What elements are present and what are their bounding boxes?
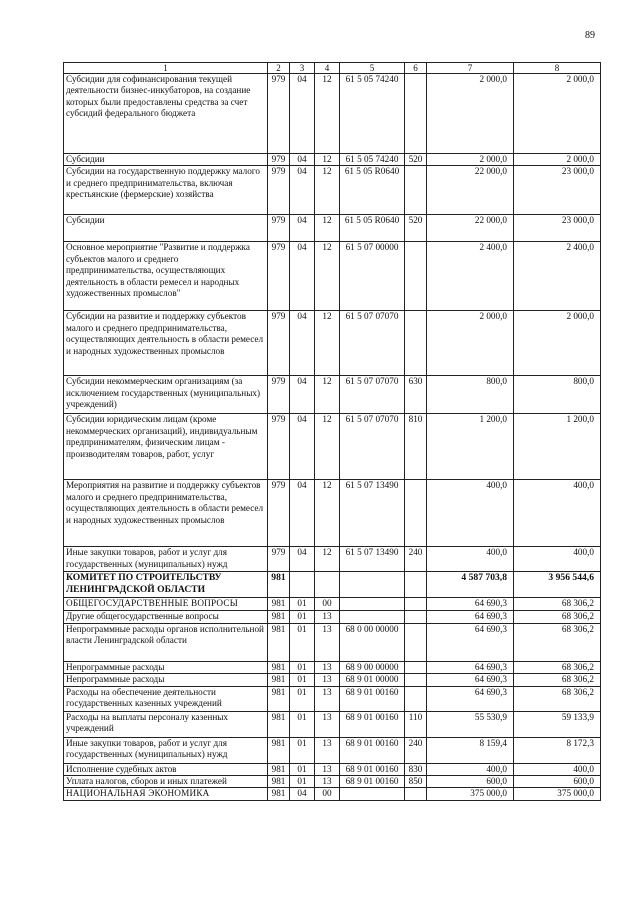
row-target-article: 61 5 05 74240 — [340, 154, 405, 166]
row-section: 04 — [290, 242, 315, 311]
row-amount-year2: 68 306,2 — [514, 623, 601, 661]
row-amount-year2: 68 306,2 — [514, 611, 601, 623]
row-target-article: 61 5 05 R0640 — [340, 166, 405, 215]
table-row — [64, 154, 601, 166]
row-expense-type — [405, 686, 427, 711]
row-expense-type — [405, 598, 427, 611]
row-section: 04 — [290, 311, 315, 376]
row-target-article: 68 9 01 00160 — [340, 763, 405, 775]
row-name: Субсидии для софинансирования текущей деятельности бизнес-инкубаторов, на создание которых были предоставлены средства за счет субсидий федерального бюджета — [64, 74, 268, 154]
row-amount-year2: 23 000,0 — [514, 215, 601, 242]
row-ministry-code: 979 — [268, 166, 290, 215]
row-subsection: 13 — [315, 686, 340, 711]
budget-table — [63, 62, 601, 801]
row-target-article — [340, 598, 405, 611]
row-expense-type — [405, 311, 427, 376]
table-row — [64, 242, 601, 311]
row-expense-type: 520 — [405, 154, 427, 166]
row-subsection: 13 — [315, 611, 340, 623]
row-ministry-code: 979 — [268, 414, 290, 480]
row-amount-year1: 400,0 — [427, 480, 514, 547]
row-amount-year1: 600,0 — [427, 776, 514, 788]
row-target-article: 68 9 01 00000 — [340, 674, 405, 686]
row-amount-year2: 68 306,2 — [514, 674, 601, 686]
row-name: Другие общегосударственные вопросы — [64, 611, 268, 623]
row-subsection — [315, 572, 340, 598]
row-expense-type — [405, 674, 427, 686]
row-amount-year1: 64 690,3 — [427, 686, 514, 711]
row-target-article: 61 5 07 00000 — [340, 242, 405, 311]
row-target-article — [340, 611, 405, 623]
row-subsection: 12 — [315, 242, 340, 311]
row-subsection: 13 — [315, 763, 340, 775]
row-section: 01 — [290, 623, 315, 661]
row-amount-year1: 64 690,3 — [427, 674, 514, 686]
row-amount-year2: 2 000,0 — [514, 74, 601, 154]
row-amount-year2: 400,0 — [514, 480, 601, 547]
row-name: Субсидии некоммерческим организациям (за исключением государственных (муниципальных) учреждений) — [64, 376, 268, 414]
row-expense-type: 240 — [405, 547, 427, 572]
table-header-row — [64, 63, 601, 74]
row-target-article — [340, 572, 405, 598]
row-target-article: 68 9 01 00160 — [340, 711, 405, 737]
row-amount-year1: 4 587 703,8 — [427, 572, 514, 598]
row-name: Субсидии — [64, 215, 268, 242]
row-subsection: 13 — [315, 711, 340, 737]
row-target-article: 61 5 07 13490 — [340, 480, 405, 547]
row-name: Непрограммные расходы — [64, 674, 268, 686]
row-section: 01 — [290, 737, 315, 763]
table-row — [64, 763, 601, 775]
row-ministry-code: 981 — [268, 737, 290, 763]
row-section: 04 — [290, 414, 315, 480]
row-name: Основное мероприятие "Развитие и поддержка субъектов малого и среднего предпринимательства, осуществляющих деятельность в области ремесел и народных художественных промыслов" — [64, 242, 268, 311]
table-row — [64, 623, 601, 661]
row-name: Непрограммные расходы — [64, 661, 268, 673]
page-number: 89 — [585, 30, 595, 41]
row-target-article — [340, 788, 405, 800]
row-amount-year1: 400,0 — [427, 763, 514, 775]
row-subsection: 13 — [315, 623, 340, 661]
header-col-1: 1 — [64, 63, 268, 74]
row-expense-type: 850 — [405, 776, 427, 788]
row-expense-type: 830 — [405, 763, 427, 775]
row-subsection: 00 — [315, 598, 340, 611]
row-target-article: 61 5 05 R0640 — [340, 215, 405, 242]
row-section — [290, 572, 315, 598]
row-subsection: 12 — [315, 215, 340, 242]
row-section: 04 — [290, 376, 315, 414]
row-ministry-code: 981 — [268, 598, 290, 611]
table-row — [64, 711, 601, 737]
table-row — [64, 547, 601, 572]
row-expense-type — [405, 74, 427, 154]
table-row — [64, 788, 601, 800]
row-expense-type — [405, 242, 427, 311]
header-col-3: 3 — [290, 63, 315, 74]
table-row — [64, 480, 601, 547]
row-subsection: 12 — [315, 547, 340, 572]
row-amount-year1: 55 530,9 — [427, 711, 514, 737]
row-target-article: 68 0 00 00000 — [340, 623, 405, 661]
row-expense-type: 110 — [405, 711, 427, 737]
row-amount-year1: 375 000,0 — [427, 788, 514, 800]
row-amount-year2: 400,0 — [514, 763, 601, 775]
table-row — [64, 598, 601, 611]
row-name: Непрограммные расходы органов исполнительной власти Ленинградской области — [64, 623, 268, 661]
row-section: 04 — [290, 154, 315, 166]
row-section: 01 — [290, 674, 315, 686]
row-amount-year1: 8 159,4 — [427, 737, 514, 763]
row-name: Расходы на выплаты персоналу казенных учреждений — [64, 711, 268, 737]
row-section: 01 — [290, 686, 315, 711]
row-section: 01 — [290, 661, 315, 673]
row-amount-year2: 2 000,0 — [514, 311, 601, 376]
row-target-article: 68 9 01 00160 — [340, 737, 405, 763]
row-amount-year1: 2 000,0 — [427, 74, 514, 154]
row-target-article: 61 5 07 07070 — [340, 376, 405, 414]
row-ministry-code: 979 — [268, 242, 290, 311]
row-amount-year2: 2 400,0 — [514, 242, 601, 311]
table-row — [64, 166, 601, 215]
row-section: 04 — [290, 788, 315, 800]
row-target-article: 61 5 07 07070 — [340, 414, 405, 480]
header-col-7: 7 — [427, 63, 514, 74]
row-subsection: 12 — [315, 166, 340, 215]
row-subsection: 12 — [315, 480, 340, 547]
header-col-4: 4 — [315, 63, 340, 74]
row-target-article: 68 9 01 00160 — [340, 686, 405, 711]
row-expense-type — [405, 623, 427, 661]
row-name: Субсидии юридическим лицам (кроме некоммерческих организаций), индивидуальным предпринимателям, физическим лицам - производителям товаров, работ, услуг — [64, 414, 268, 480]
row-subsection: 12 — [315, 376, 340, 414]
row-subsection: 12 — [315, 74, 340, 154]
table-row — [64, 737, 601, 763]
header-col-5: 5 — [340, 63, 405, 74]
row-amount-year2: 400,0 — [514, 547, 601, 572]
row-section: 01 — [290, 711, 315, 737]
row-amount-year1: 2 000,0 — [427, 311, 514, 376]
row-subsection: 12 — [315, 154, 340, 166]
row-name: Мероприятия на развитие и поддержку субъектов малого и среднего предпринимательства, осуществляющих деятельность в области ремесел и народных художественных промыслов — [64, 480, 268, 547]
row-ministry-code: 981 — [268, 611, 290, 623]
row-name: НАЦИОНАЛЬНАЯ ЭКОНОМИКА — [64, 788, 268, 800]
row-name: Субсидии — [64, 154, 268, 166]
row-section: 04 — [290, 215, 315, 242]
row-name: Субсидии на государственную поддержку малого и среднего предпринимательства, включая крестьянские (фермерские) хозяйства — [64, 166, 268, 215]
row-expense-type — [405, 572, 427, 598]
row-section: 04 — [290, 547, 315, 572]
row-section: 01 — [290, 611, 315, 623]
row-amount-year2: 3 956 544,6 — [514, 572, 601, 598]
header-col-6: 6 — [405, 63, 427, 74]
row-target-article: 61 5 05 74240 — [340, 74, 405, 154]
row-amount-year2: 68 306,2 — [514, 661, 601, 673]
row-amount-year2: 68 306,2 — [514, 686, 601, 711]
row-subsection: 13 — [315, 661, 340, 673]
row-amount-year1: 22 000,0 — [427, 215, 514, 242]
row-amount-year2: 23 000,0 — [514, 166, 601, 215]
row-ministry-code: 981 — [268, 788, 290, 800]
row-amount-year1: 800,0 — [427, 376, 514, 414]
table-row — [64, 611, 601, 623]
row-ministry-code: 981 — [268, 763, 290, 775]
table-row — [64, 311, 601, 376]
header-col-8: 8 — [514, 63, 601, 74]
row-amount-year2: 375 000,0 — [514, 788, 601, 800]
row-ministry-code: 981 — [268, 674, 290, 686]
row-subsection: 12 — [315, 414, 340, 480]
row-name: Исполнение судебных актов — [64, 763, 268, 775]
row-amount-year1: 2 400,0 — [427, 242, 514, 311]
row-section: 04 — [290, 480, 315, 547]
row-amount-year1: 22 000,0 — [427, 166, 514, 215]
row-expense-type — [405, 661, 427, 673]
row-name: Иные закупки товаров, работ и услуг для государственных (муниципальных) нужд — [64, 737, 268, 763]
row-section: 04 — [290, 74, 315, 154]
row-expense-type — [405, 480, 427, 547]
row-ministry-code: 981 — [268, 572, 290, 598]
row-subsection: 13 — [315, 776, 340, 788]
row-target-article: 61 5 07 13490 — [340, 547, 405, 572]
row-amount-year2: 800,0 — [514, 376, 601, 414]
row-ministry-code: 981 — [268, 711, 290, 737]
row-subsection: 13 — [315, 737, 340, 763]
row-ministry-code: 979 — [268, 215, 290, 242]
row-expense-type: 810 — [405, 414, 427, 480]
row-target-article: 68 9 00 00000 — [340, 661, 405, 673]
row-amount-year2: 2 000,0 — [514, 154, 601, 166]
row-amount-year2: 8 172,3 — [514, 737, 601, 763]
row-subsection: 13 — [315, 674, 340, 686]
row-ministry-code: 979 — [268, 74, 290, 154]
row-amount-year1: 64 690,3 — [427, 611, 514, 623]
row-expense-type — [405, 788, 427, 800]
row-ministry-code: 979 — [268, 376, 290, 414]
row-amount-year1: 1 200,0 — [427, 414, 514, 480]
row-name: Расходы на обеспечение деятельности государственных казенных учреждений — [64, 686, 268, 711]
row-ministry-code: 979 — [268, 154, 290, 166]
row-ministry-code: 981 — [268, 776, 290, 788]
row-subsection: 00 — [315, 788, 340, 800]
table-row — [64, 376, 601, 414]
table-row — [64, 74, 601, 154]
row-ministry-code: 979 — [268, 480, 290, 547]
row-expense-type: 630 — [405, 376, 427, 414]
table-row — [64, 572, 601, 598]
table-row — [64, 215, 601, 242]
header-col-2: 2 — [268, 63, 290, 74]
table-row — [64, 686, 601, 711]
row-amount-year1: 64 690,3 — [427, 623, 514, 661]
row-amount-year1: 64 690,3 — [427, 598, 514, 611]
table-row — [64, 776, 601, 788]
row-amount-year2: 1 200,0 — [514, 414, 601, 480]
row-expense-type: 520 — [405, 215, 427, 242]
row-name: КОМИТЕТ ПО СТРОИТЕЛЬСТВУ ЛЕНИНГРАДСКОЙ ОБЛАСТИ — [64, 572, 268, 598]
row-ministry-code: 981 — [268, 623, 290, 661]
row-name: Иные закупки товаров, работ и услуг для государственных (муниципальных) нужд — [64, 547, 268, 572]
row-name: ОБЩЕГОСУДАРСТВЕННЫЕ ВОПРОСЫ — [64, 598, 268, 611]
row-subsection: 12 — [315, 311, 340, 376]
row-section: 04 — [290, 166, 315, 215]
row-section: 01 — [290, 776, 315, 788]
row-amount-year1: 64 690,3 — [427, 661, 514, 673]
row-amount-year2: 59 133,9 — [514, 711, 601, 737]
row-expense-type — [405, 166, 427, 215]
table-row — [64, 674, 601, 686]
row-name: Субсидии на развитие и поддержку субъектов малого и среднего предпринимательства, осуществляющих деятельность в области ремесел и народных художественных промыслов — [64, 311, 268, 376]
table-row — [64, 414, 601, 480]
row-expense-type — [405, 611, 427, 623]
row-amount-year2: 600,0 — [514, 776, 601, 788]
row-amount-year1: 400,0 — [427, 547, 514, 572]
row-ministry-code: 979 — [268, 547, 290, 572]
row-section: 01 — [290, 598, 315, 611]
row-section: 01 — [290, 763, 315, 775]
table-row — [64, 661, 601, 673]
row-target-article: 68 9 01 00160 — [340, 776, 405, 788]
row-target-article: 61 5 07 07070 — [340, 311, 405, 376]
row-name: Уплата налогов, сборов и иных платежей — [64, 776, 268, 788]
row-ministry-code: 981 — [268, 661, 290, 673]
row-ministry-code: 981 — [268, 686, 290, 711]
row-amount-year1: 2 000,0 — [427, 154, 514, 166]
row-ministry-code: 979 — [268, 311, 290, 376]
row-expense-type: 240 — [405, 737, 427, 763]
row-amount-year2: 68 306,2 — [514, 598, 601, 611]
